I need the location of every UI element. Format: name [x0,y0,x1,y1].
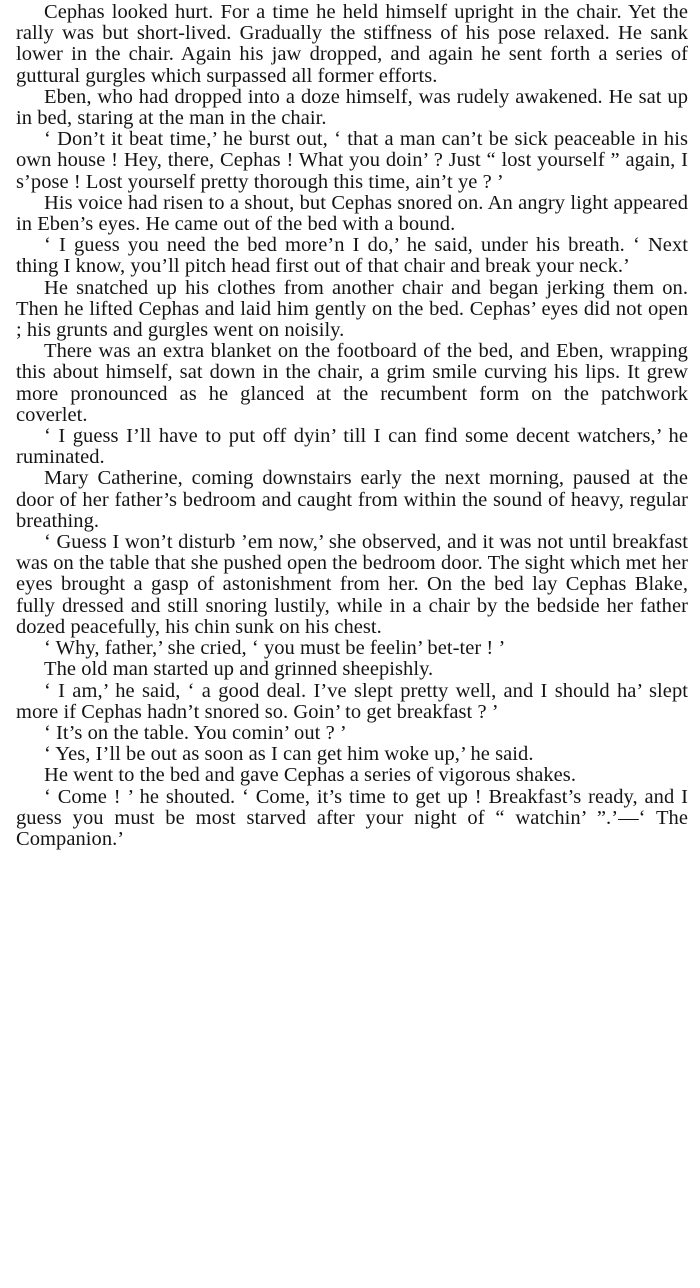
article-paragraph-14: ‘ It’s on the table. You comin’ out ? ’ [44,721,347,744]
article-paragraph-4: His voice had risen to a shout, but Cephas snored on. An angry light appeared in Eben’s eyes. He came out of the bed with a bound. [16,191,688,236]
article-paragraph-1: Cephas looked hurt. For a time he held himself upright in the chair. Yet the rally was but short-lived. Gradually the stiffness of his pose relaxed. He sank lower in the chair. Again his jaw dropped, and again he sent forth a series of guttural gurgles which surpassed all former efforts. [16,1,688,87]
article-paragraph-17: ‘ Come ! ’ he shouted. ‘ Come, it’s time to get up ! Breakfast’s ready, and I guess you must be most starved after your night of “ watchin’ ”.’—‘ The Companion.’ [16,785,688,850]
article-paragraph-5: ‘ I guess you need the bed more’n I do,’ he said, under his breath. ‘ Next thing I know, you’ll pitch head first out of that chair and break your neck.’ [16,234,688,278]
article-paragraph-13: ‘ I am,’ he said, ‘ a good deal. I’ve slept pretty well, and I should ha’ slept more if Cephas hadn’t snored so. Goin’ to get breakfast ? ’ [16,679,688,723]
article-paragraph-2: Eben, who had dropped into a doze himself, was rudely awakened. He sat up in bed, staring at the man in the chair. [16,85,688,130]
newspaper-article-column [16,2,688,850]
article-paragraph-6: He snatched up his clothes from another chair and began jerking them on. Then he lifted Cephas and laid him gently on the bed. Cephas’ eyes did not open ; his grunts and gurgles went on noisily. [16,276,688,342]
article-paragraph-11: ‘ Why, father,’ she cried, ‘ you must be feelin’ bet-ter ! ’ [44,637,506,660]
article-paragraph-15: ‘ Yes, I’ll be out as soon as I can get him woke up,’ he said. [44,743,534,766]
article-paragraph-7: There was an extra blanket on the footboard of the bed, and Eben, wrapping this about himself, sat down in the chair, a grim smile curving his lips. It grew more pronounced as he glanced at the recumbent form on the patchwork coverlet. [16,340,688,426]
article-paragraph-3: ‘ Don’t it beat time,’ he burst out, ‘ that a man can’t be sick peaceable in his own house ! Hey, there, Cephas ! What you doin’ ? Just “ lost yourself ” again, I s’pose ! Lost yourself pretty thorough this time, ain’t ye ? ’ [16,128,688,193]
article-paragraph-16: He went to the bed and gave Cephas a series of vigorous shakes. [44,764,577,787]
article-paragraph-10: ‘ Guess I won’t disturb ’em now,’ she observed, and it was not until breakfast was on the table that she pushed open the bedroom door. The sight which met her eyes brought a gasp of astonishment from her. On the bed lay Cephas Blake, fully dressed and still snoring lustily, while in a chair by the bedside her father dozed peacefully, his chin sunk on his chest. [16,531,688,638]
article-paragraph-9: Mary Catherine, coming downstairs early the next morning, paused at the door of her father’s bedroom and caught from within the sound of heavy, regular breathing. [16,467,688,532]
article-paragraph-12: The old man started up and grinned sheepishly. [44,658,434,681]
article-paragraph-8: ‘ I guess I’ll have to put off dyin’ till I can find some decent watchers,’ he ruminated. [16,425,688,469]
